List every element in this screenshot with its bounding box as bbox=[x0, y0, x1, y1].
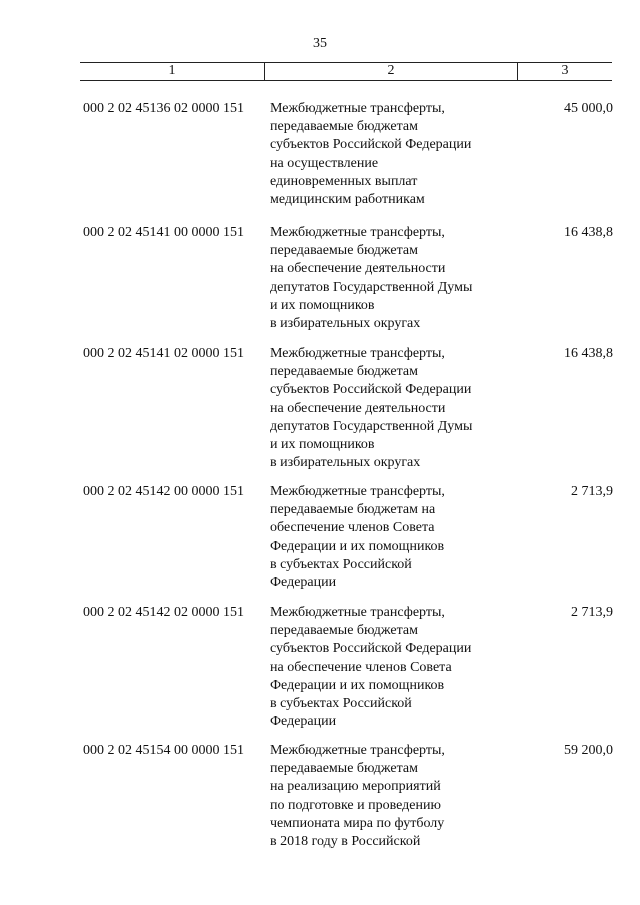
description-line: единовременных выплат bbox=[270, 173, 418, 189]
amount-value: 45 000,0 bbox=[564, 101, 613, 116]
description-line: и их помощников bbox=[270, 297, 375, 313]
description-line: на реализацию мероприятий bbox=[270, 779, 441, 795]
description-line: медицинским работникам bbox=[270, 192, 425, 208]
description-line: передаваемые бюджетам bbox=[270, 119, 418, 135]
column-header-1: 1 bbox=[80, 63, 265, 80]
row-description bbox=[270, 604, 520, 731]
description-line: передаваемые бюджетам bbox=[270, 761, 418, 777]
description-line: в субъектах Российской bbox=[270, 556, 412, 572]
budget-code: 000 2 02 45136 02 0000 151 bbox=[83, 101, 244, 116]
description-line: в избирательных округах bbox=[270, 316, 421, 332]
description-line: чемпионата мира по футболу bbox=[270, 815, 445, 831]
description-line: Межбюджетные трансферты, bbox=[270, 346, 445, 361]
page-number: 35 bbox=[313, 36, 327, 51]
description-line: обеспечение членов Совета bbox=[270, 520, 435, 536]
budget-code: 000 2 02 45142 02 0000 151 bbox=[83, 605, 244, 620]
table-header bbox=[80, 62, 612, 81]
row-description bbox=[270, 742, 520, 851]
amount-value: 16 438,8 bbox=[564, 346, 613, 361]
description-line: субъектов Российской Федерации bbox=[270, 641, 472, 657]
description-line: передаваемые бюджетам bbox=[270, 623, 418, 639]
description-line: Межбюджетные трансферты, bbox=[270, 101, 445, 116]
description-line: Межбюджетные трансферты, bbox=[270, 225, 445, 240]
description-line: субъектов Российской Федерации bbox=[270, 137, 472, 153]
description-line: в субъектах Российской bbox=[270, 696, 412, 712]
amount-value: 16 438,8 bbox=[564, 225, 613, 240]
amount-value: 2 713,9 bbox=[571, 605, 613, 620]
budget-code: 000 2 02 45142 00 0000 151 bbox=[83, 484, 244, 499]
description-line: Федерации и их помощников bbox=[270, 677, 445, 693]
description-line: и их помощников bbox=[270, 437, 375, 453]
amount-value: 2 713,9 bbox=[571, 484, 613, 499]
description-line: Межбюджетные трансферты, bbox=[270, 743, 445, 758]
budget-code: 000 2 02 45141 02 0000 151 bbox=[83, 346, 244, 361]
description-line: депутатов Государственной Думы bbox=[270, 279, 473, 295]
description-line: в 2018 году в Российской bbox=[270, 834, 421, 850]
description-line: Межбюджетные трансферты, bbox=[270, 605, 445, 620]
description-line: на обеспечение членов Совета bbox=[270, 659, 452, 675]
description-line: Федерации bbox=[270, 714, 337, 730]
row-description bbox=[270, 483, 520, 592]
description-line: на обеспечение деятельности bbox=[270, 400, 446, 416]
description-line: передаваемые бюджетам bbox=[270, 364, 418, 380]
description-line: по подготовке и проведению bbox=[270, 797, 441, 813]
description-line: депутатов Государственной Думы bbox=[270, 418, 473, 434]
row-description bbox=[270, 224, 520, 333]
column-header-3: 3 bbox=[561, 63, 569, 78]
description-line: Федерации и их помощников bbox=[270, 538, 445, 554]
description-line: в избирательных округах bbox=[270, 455, 421, 471]
description-line: Межбюджетные трансферты, bbox=[270, 484, 445, 499]
column-header-2: 2 bbox=[265, 63, 518, 80]
budget-code: 000 2 02 45141 00 0000 151 bbox=[83, 225, 244, 240]
description-line: субъектов Российской Федерации bbox=[270, 382, 472, 398]
row-description bbox=[270, 345, 520, 472]
row-description bbox=[270, 100, 520, 209]
description-line: Федерации bbox=[270, 575, 337, 591]
description-line: передаваемые бюджетам на bbox=[270, 502, 436, 518]
description-line: на обеспечение деятельности bbox=[270, 261, 446, 277]
budget-code: 000 2 02 45154 00 0000 151 bbox=[83, 743, 244, 758]
amount-value: 59 200,0 bbox=[564, 743, 613, 758]
description-line: передаваемые бюджетам bbox=[270, 243, 418, 259]
description-line: на осуществление bbox=[270, 155, 379, 171]
